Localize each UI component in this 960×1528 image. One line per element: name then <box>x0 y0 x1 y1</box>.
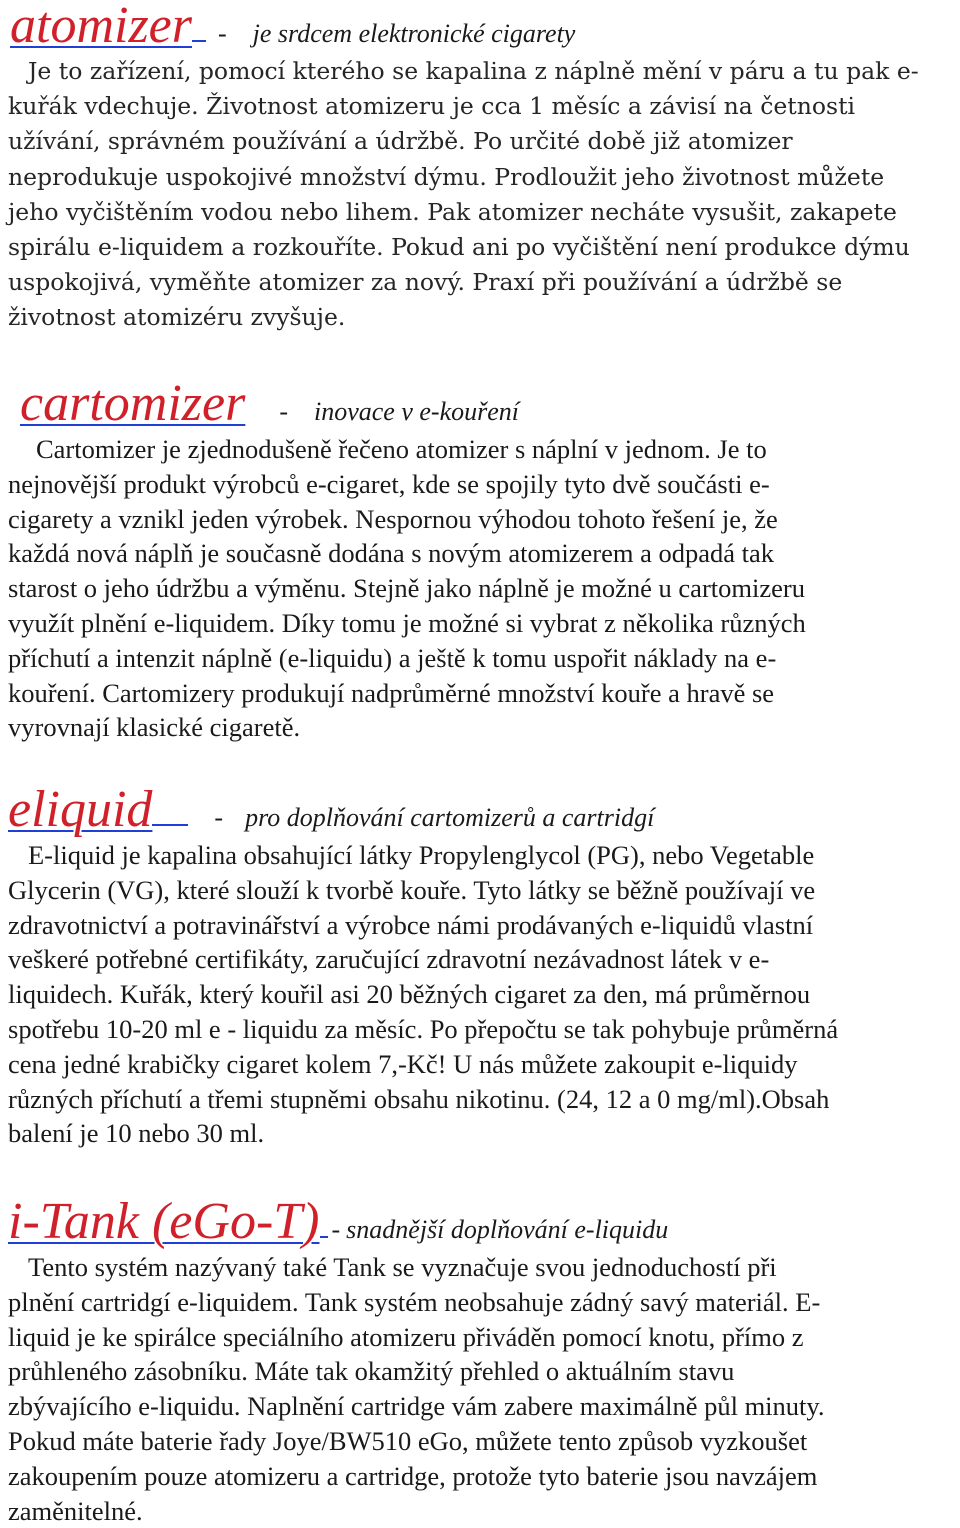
section-heading <box>0 375 960 438</box>
section-heading <box>0 1193 960 1256</box>
section-atomizer <box>0 0 960 332</box>
paragraph-line: vyrovnají klasické cigaretě. <box>8 712 301 743</box>
section-eliquid <box>0 781 960 1149</box>
section-subtitle: snadnější doplňování e-liquidu <box>346 1215 669 1244</box>
paragraph-line: Cartomizer je zjednodušeně řečeno atomizer s náplní v jednom. Je to <box>36 434 767 464</box>
section-paragraph <box>0 432 814 745</box>
section-heading <box>0 0 960 60</box>
heading-dash: - <box>331 1215 341 1244</box>
section-title-link[interactable]: eliquid <box>8 781 153 838</box>
paragraph-line: starost o jeho údržbu a výměnu. Stejně jako náplně je možné u cartomizeru <box>8 573 805 604</box>
paragraph-line: cigarety a vznikl jeden výrobek. Nespornou výhodou tohoto řešení je, že <box>8 503 778 534</box>
section-paragraph <box>0 838 846 1151</box>
section-title-link[interactable]: atomizer <box>10 0 192 54</box>
section-title-link[interactable]: i-Tank (eGo-T) <box>8 1193 320 1250</box>
paragraph-line: kouření. Cartomizery produkují nadprůměrné množství kouře a hravě se <box>8 677 775 708</box>
paragraph-line: Tento systém nazývaný také Tank se vyznačuje svou jednoduchostí při <box>28 1252 777 1282</box>
heading-dash: - <box>279 397 288 426</box>
paragraph-line: využít plnění e-liquidem. Díky tomu je možné si vybrat z několika různých <box>8 607 806 638</box>
paragraph-line: E-liquid je kapalina obsahující látky Propylenglycol (PG), nebo Vegetable <box>28 840 815 870</box>
section-title-link[interactable]: cartomizer <box>20 375 246 432</box>
section-subtitle: inovace v e-kouření <box>314 397 520 426</box>
paragraph-line: zdravotnictví a potravinářství a výrobce námi prodávaných e-liquidů vlastní <box>8 909 814 940</box>
paragraph-line: liquidech. Kuřák, který kouřil asi 20 běžných cigaret za den, má průměrnou <box>8 979 811 1010</box>
paragraph-line: každá nová náplň je současně dodána s novým atomizerem a odpadá tak <box>8 538 775 569</box>
paragraph-line: liquid je ke spirálce speciálního atomizeru přiváděn pomocí knotu, přímo z <box>8 1321 804 1352</box>
section-subtitle: je srdcem elektronické cigarety <box>252 19 576 48</box>
paragraph-line: různých příchutí a třemi stupněmi obsahu nikotinu. (24, 12 a 0 mg/ml).Obsah <box>8 1083 830 1114</box>
paragraph-line: neprodukuje uspokojivé množství dýmu. Prodloužit jeho životnost můžete <box>8 162 885 191</box>
paragraph-line: zakoupením pouze atomizeru a cartridge, protože tyto baterie jsou navzájem <box>8 1460 818 1491</box>
paragraph-line: jeho vyčištěním vodou nebo lihem. Pak atomizer necháte vysušit, zakapete <box>8 197 897 226</box>
paragraph-line: zbývajícího e-liquidu. Naplnění cartridge vám zabere maximálně půl minuty. <box>8 1391 825 1422</box>
paragraph-line: příchutí a intenzit náplně (e-liquidu) a ještě k tomu uspořit náklady na e- <box>8 642 777 673</box>
paragraph-line: užívání, správném používání a údržbě. Po určité době již atomizer <box>8 127 793 156</box>
section-paragraph <box>0 54 927 336</box>
title-underline-trail <box>320 1235 328 1238</box>
section-cartomizer <box>0 375 960 743</box>
section-heading <box>0 781 960 844</box>
section-itank <box>0 1193 960 1526</box>
paragraph-line: Pokud máte baterie řady Joye/BW510 eGo, můžete tento způsob vyzkoušet <box>8 1425 808 1456</box>
paragraph-line: kuřák vdechuje. Životnost atomizeru je cca 1 měsíc a závisí na četnosti <box>8 92 856 121</box>
heading-dash: - <box>218 19 227 48</box>
paragraph-line: Je to zařízení, pomocí kterého se kapalina z náplně mění v páru a tu pak e- <box>28 57 919 85</box>
title-underline-trail <box>192 39 206 42</box>
paragraph-line: spotřebu 10-20 ml e - liquidu za měsíc. Po přepočtu se tak pohybuje průměrná <box>8 1013 839 1044</box>
paragraph-line: nejnovější produkt výrobců e-cigaret, kde se spojily tyto dvě součásti e- <box>8 468 770 499</box>
paragraph-line: spirálu e-liquidem a rozkouříte. Pokud ani po vyčištění není produkce dýmu <box>8 233 910 262</box>
paragraph-line: zaměnitelné. <box>8 1495 143 1526</box>
paragraph-line: plnění cartridgí e-liquidem. Tank systém neobsahuje zádný savý materiál. E- <box>8 1286 821 1317</box>
paragraph-line: průhleného zásobníku. Máte tak okamžitý přehled o aktuálním stavu <box>8 1356 735 1387</box>
heading-dash: - <box>214 803 224 832</box>
paragraph-line: uspokojivá, vyměňte atomizer za nový. Praxí při používání a údržbě se <box>8 268 843 297</box>
paragraph-line: veškeré potřebné certifikáty, zaručující zdravotní nezávadnost látek v e- <box>8 944 770 975</box>
section-paragraph <box>0 1250 833 1528</box>
paragraph-line: balení je 10 nebo 30 ml. <box>8 1118 265 1149</box>
paragraph-line: Glycerin (VG), které slouží k tvorbě kouře. Tyto látky se běžně používají ve <box>8 874 816 905</box>
section-subtitle: pro doplňování cartomizerů a cartridgí <box>245 803 655 832</box>
title-underline-trail <box>152 823 188 826</box>
paragraph-line: životnost atomizéru zvyšuje. <box>8 303 346 332</box>
paragraph-line: cena jedné krabičky cigaret kolem 7,-Kč! U nás můžete zakoupit e-liquidy <box>8 1048 798 1079</box>
